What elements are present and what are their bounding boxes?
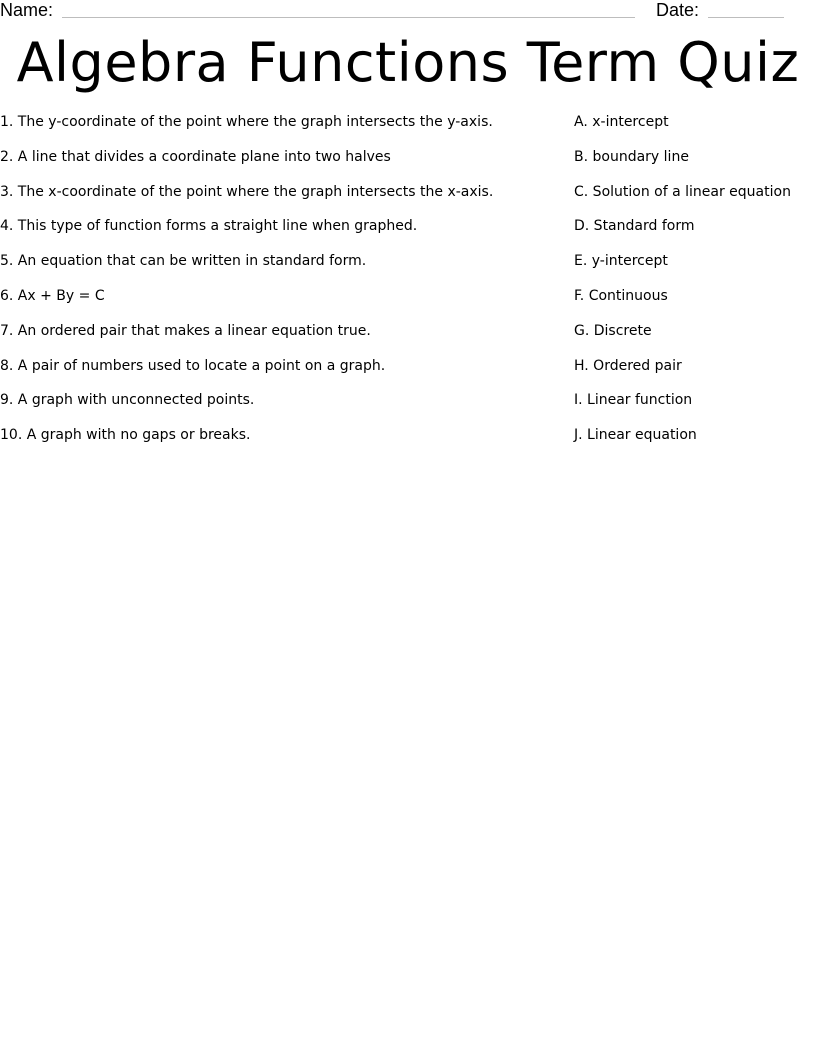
answer-item: E. y-intercept [574, 253, 668, 270]
question-item: 8. A pair of numbers used to locate a point on a graph. [0, 357, 386, 374]
name-label: Name: [0, 0, 54, 20]
question-item: 1. The y-coordinate of the point where the graph intersects the y-axis. [0, 114, 493, 130]
question-item: 3. The x-coordinate of the point where the graph intersects the x-axis. [0, 183, 494, 200]
name-field-line[interactable] [62, 17, 635, 18]
answer-item: B. boundary line [574, 148, 689, 165]
header-row [0, 0, 816, 22]
question-item: 9. A graph with unconnected points. [0, 392, 255, 409]
page-title: Algebra Functions Term Quiz [16, 31, 800, 94]
question-item: 5. An equation that can be written in standard form. [0, 253, 367, 270]
question-item: 2. A line that divides a coordinate plane into two halves [0, 148, 391, 165]
date-label: Date: [656, 0, 700, 20]
answer-item: A. x-intercept [574, 114, 669, 130]
question-item: 10. A graph with no gaps or breaks. [0, 427, 251, 444]
answer-item: D. Standard form [574, 218, 695, 235]
question-item: 7. An ordered pair that makes a linear equation true. [0, 322, 371, 339]
answer-item: G. Discrete [574, 322, 652, 339]
answer-item: C. Solution of a linear equation [574, 183, 791, 200]
answer-item: I. Linear function [574, 392, 693, 409]
answer-item: F. Continuous [574, 287, 668, 304]
answer-item: J. Linear equation [574, 427, 697, 444]
answer-list [574, 112, 814, 460]
question-item: 6. Ax + By = C [0, 287, 105, 304]
answer-item: H. Ordered pair [574, 357, 682, 374]
question-item: 4. This type of function forms a straight line when graphed. [0, 218, 418, 235]
question-list [0, 112, 560, 460]
date-field-line[interactable] [708, 17, 784, 18]
